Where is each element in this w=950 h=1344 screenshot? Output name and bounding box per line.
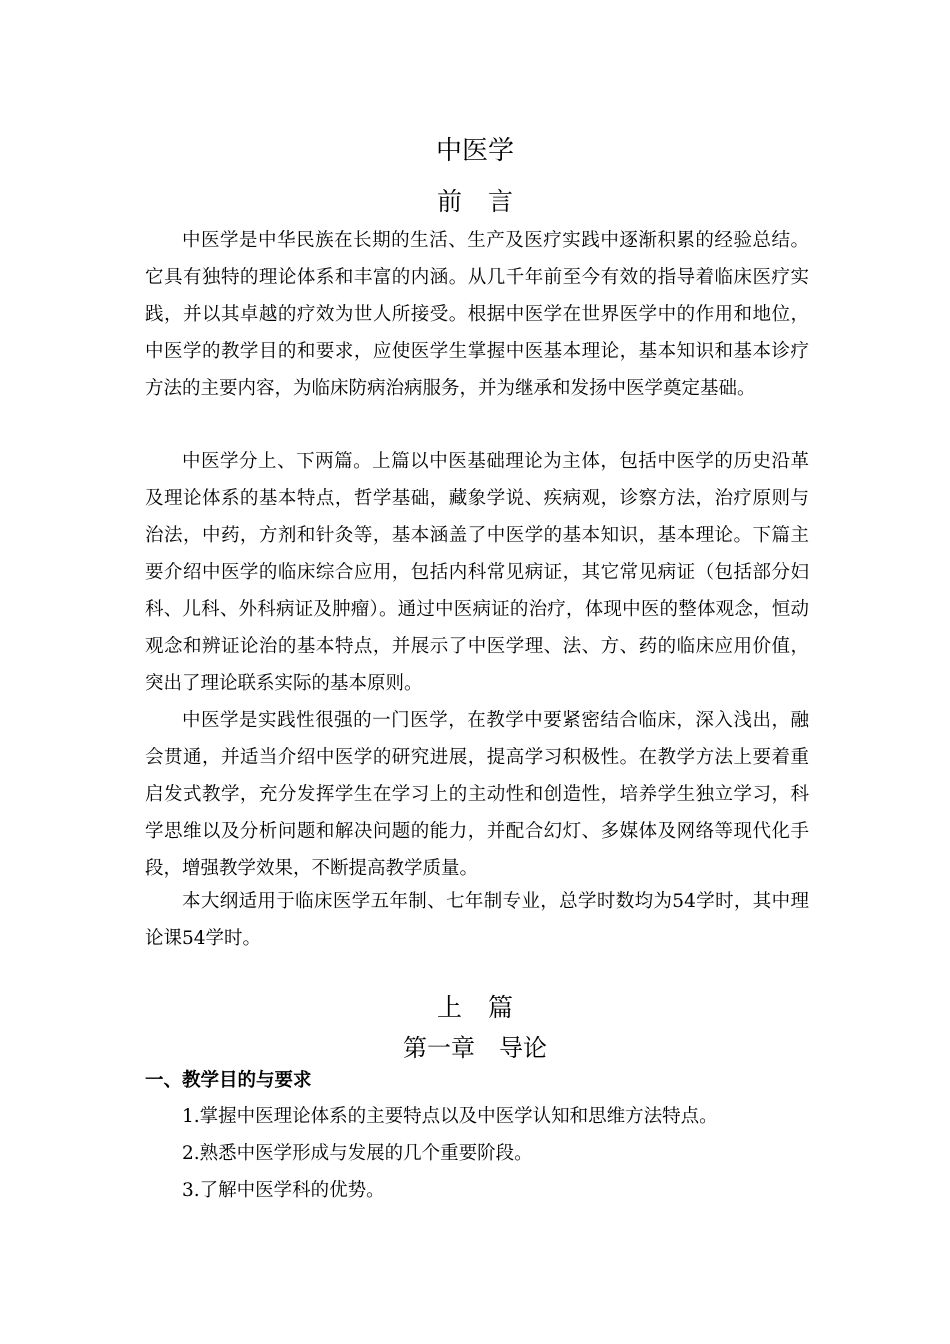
preface-paragraph-4: 本大纲适用于临床医学五年制、七年制专业，总学时数均为54学时，其中理论课54学时。 bbox=[145, 891, 809, 949]
chapter-heading bbox=[0, 1028, 950, 1063]
section-heading: 一、教学目的与要求 bbox=[145, 1070, 312, 1091]
list-item: 2.熟悉中医学形成与发展的几个重要阶段。 bbox=[182, 1143, 533, 1164]
preface-paragraph-3: 中医学是实践性很强的一门医学，在教学中要紧密结合临床，深入浅出，融会贯通，并适当介绍中医学的研究进展，提高学习积极性。在教学方法上要着重启发式教学，充分发挥学生在学习上的主动性和创造性，培养学生独立学习，科学思维以及分析问题和解决问题的能力，并配合幻灯、多媒体及网络等现代化手段，增强教学效果，不断提高教学质量。 bbox=[145, 710, 809, 879]
document-title: 中医学 bbox=[435, 136, 514, 166]
preface-paragraph-1: 中医学是中华民族在长期的生活、生产及医疗实践中逐渐积累的经验总结。它具有独特的理论体系和丰富的内涵。从几千年前至今有效的指导着临床医疗实践，并以其卓越的疗效为世人所接受。根据中医学在世界医学中的作用和地位，中医学的教学目的和要求，应使医学生掌握中医基本理论，基本知识和基本诊疗方法的主要内容，为临床防病治病服务，并为继承和发扬中医学奠定基础。 bbox=[145, 230, 809, 399]
preface-paragraph-2: 中医学分上、下两篇。上篇以中医基础理论为主体，包括中医学的历史沿革及理论体系的基本特点，哲学基础，藏象学说、疾病观，诊察方法，治疗原则与治法，中药，方剂和针灸等，基本涵盖了中医学的基本知识，基本理论。下篇主要介绍中医学的临床综合应用，包括内科常见病证，其它常见病证（包括部分妇科、儿科、外科病证及肿瘤）。通过中医病证的治疗，体现中医的整体观念，恒动观念和辨证论治的基本特点，并展示了中医学理、法、方、药的临床应用价值，突出了理论联系实际的基本原则。 bbox=[145, 451, 809, 694]
preface-heading: 前言 bbox=[436, 187, 539, 216]
list-item: 3.了解中医学科的优势。 bbox=[182, 1180, 385, 1201]
requirements-list bbox=[182, 1098, 718, 1209]
chapter-title: 导论 bbox=[499, 1034, 547, 1062]
chapter-number: 第一章 bbox=[403, 1034, 475, 1062]
list-item: 1.掌握中医理论体系的主要特点以及中医学认知和思维方法特点。 bbox=[182, 1106, 718, 1127]
part-heading: 上篇 bbox=[436, 993, 539, 1022]
